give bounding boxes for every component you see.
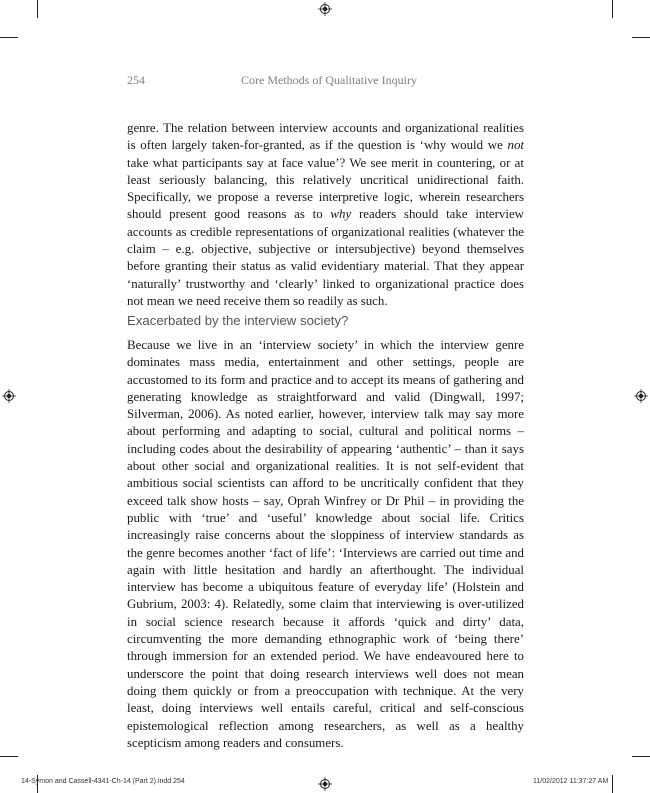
paragraph-1-emphasis-why: why bbox=[330, 207, 352, 222]
crop-mark-top-right-horizontal bbox=[632, 37, 650, 38]
paragraph-1-part-1: genre. The relation between interview accounts and organizational realities is often largely taken-for-granted, as if the question is ‘why would we bbox=[127, 121, 524, 153]
body-paragraph-2 bbox=[127, 337, 524, 752]
book-title: Core Methods of Qualitative Inquiry bbox=[241, 73, 417, 87]
slug-timestamp: 11/02/2012 11:37:27 AM bbox=[533, 778, 609, 785]
crop-mark-top-left-vertical bbox=[37, 0, 38, 18]
registration-mark-left-icon bbox=[2, 389, 16, 403]
section-heading: Exacerbated by the interview society? bbox=[127, 313, 349, 328]
page-number: 254 bbox=[127, 73, 145, 87]
registration-mark-top-icon bbox=[318, 2, 332, 16]
paragraph-1-text bbox=[127, 120, 524, 310]
paragraph-1-emphasis-not: not bbox=[507, 138, 524, 153]
body-paragraph-1 bbox=[127, 120, 524, 310]
crop-mark-bottom-right-vertical bbox=[612, 775, 613, 793]
registration-mark-bottom-icon bbox=[318, 777, 332, 791]
paragraph-1-part-2: take what participants say at face value’? We see merit in countering, or at least seriously balancing, this relatively uncritical unidirectional faith. Specifically, we propose a reverse interpretive logic, wherein researchers should present good reasons as to bbox=[127, 155, 524, 222]
crop-mark-top-left-horizontal bbox=[0, 37, 18, 38]
crop-mark-bottom-right-horizontal bbox=[632, 756, 650, 757]
crop-mark-bottom-left-horizontal bbox=[0, 756, 18, 757]
registration-mark-right-icon bbox=[634, 389, 648, 403]
paragraph-1-part-3: readers should take interview accounts as credible representations of organizational realities (whatever the claim – e.g. objective, subjective or intersubjective) beyond themselves before granting their status as valid evidentiary material. That they appear ‘naturally’ trustworthy and ‘clearly’ linked to organizational practice does not mean we need receive them so readily as such. bbox=[127, 207, 524, 308]
paragraph-2-text: Because we live in an ‘interview society’ in which the interview genre dominates mass media, entertainment and other settings, people are accustomed to its form and practice and to accept its means of gathering and generating knowledge as straightforward and valid (Dingwall, 1997; Silverman, 2006). As noted earlier, however, interview talk may say more about performing and adapting to social, cultural and political norms – including codes about the desirability of appearing ‘authentic’ – than it says about other social and organizational realities. It is not self-evident that ambitious social scientists can afford to be uncritically confident that they exceed talk show hosts – say, Oprah Winfrey or Dr Phil – in providing the public with ‘true’ and ‘useful’ knowledge about social life. Critics increasingly raise concerns about the sloppiness of interview standards as the genre becomes another ‘fact of life’: ‘Interviews are carried out time and again with little hesitation and hardly an afterthought. The individual interview has become a ubiquitous feature of everyday life’ (Holstein and Gubrium, 2003: 4). Relatedly, some claim that interviewing is over-utilized in social science research because it affords ‘quick and dirty’ data, circumventing the more demanding ethnographic work of ‘being there’ through immersion for an extended period. We have endeavoured here to underscore the point that doing research interviews well does not mean doing them quickly or from a preoccupation with technique. At the very least, doing interviews well entails careful, critical and self-conscious epistemological reflection among researchers, as well as a healthy scepticism among readers and consumers. bbox=[127, 338, 524, 750]
crop-mark-top-right-vertical bbox=[612, 0, 613, 18]
slug-file-name: 14-Symon and Cassell-4341-Ch-14 (Part 2).indd 254 bbox=[21, 778, 185, 785]
